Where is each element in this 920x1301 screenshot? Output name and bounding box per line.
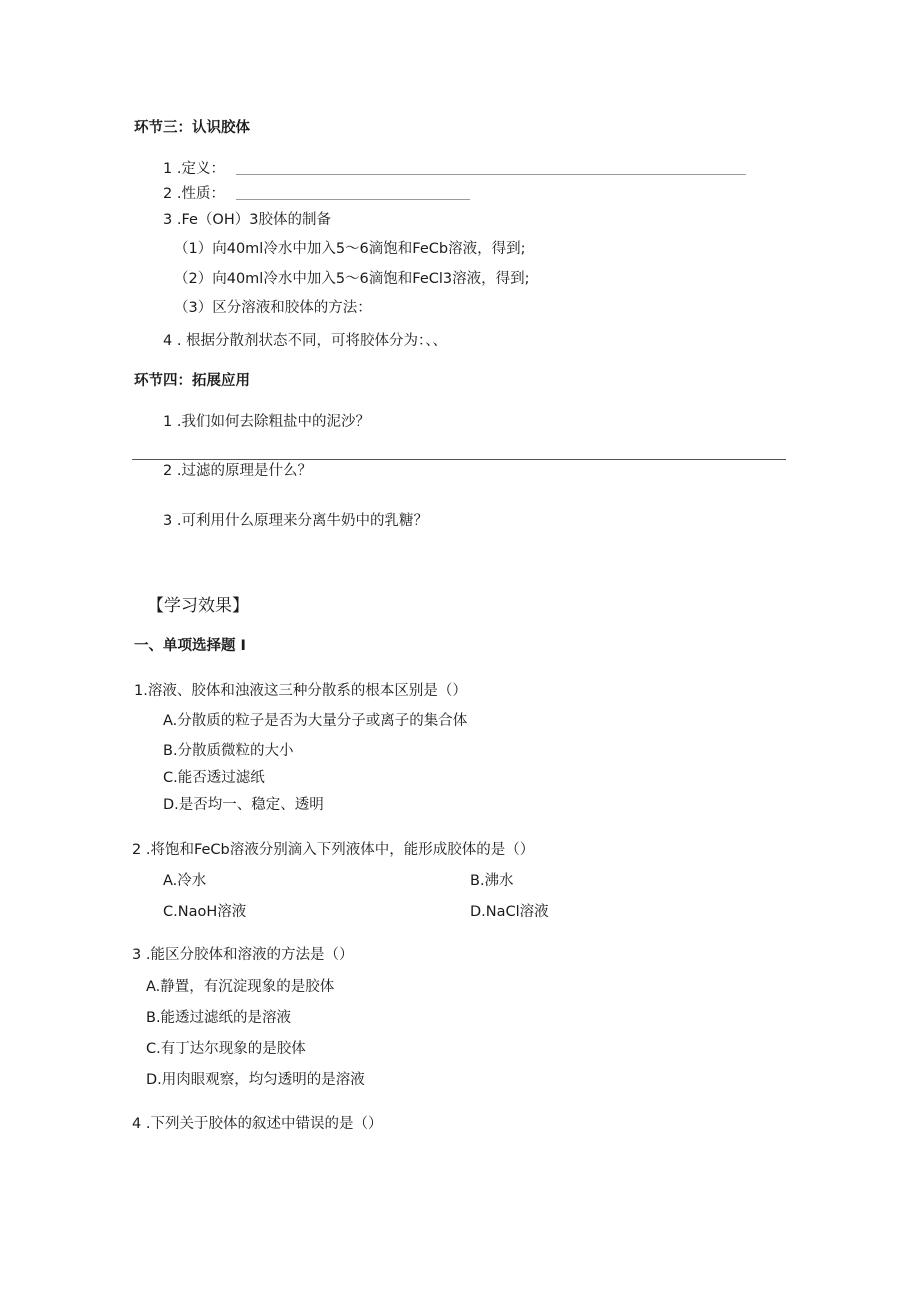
- property-label: 2 .性质：: [163, 186, 225, 202]
- question-3-stem: 3 .能区分胶体和溶液的方法是（）: [132, 947, 354, 963]
- question-2-stem: 2 .将饱和FeCb溶液分别滴入下列液体中，能形成胶体的是（）: [132, 842, 535, 858]
- question-2-option-a[interactable]: A.冷水: [163, 873, 207, 889]
- preparation-step-1: （1）向40ml冷水中加入5～6滴饱和FeCb溶液，得到;: [174, 241, 526, 257]
- single-choice-heading: 一、单项选择题 I: [134, 638, 246, 654]
- property-blank-line[interactable]: [236, 199, 470, 200]
- question-2-option-b[interactable]: B.沸水: [470, 873, 514, 889]
- definition-label: 1 .定义：: [163, 161, 225, 177]
- question-2-option-d[interactable]: D.NaCl溶液: [470, 904, 549, 920]
- question-4-stem: 4 .下列关于胶体的叙述中错误的是（）: [132, 1116, 383, 1132]
- extension-question-1: 1 .我们如何去除粗盐中的泥沙？: [163, 414, 370, 430]
- question-1-stem: 1.溶液、胶体和浊液这三种分散系的根本区别是（）: [134, 683, 467, 699]
- colloid-preparation-item: 3 .Fe（OH）3胶体的制备: [163, 212, 331, 228]
- colloid-classification-item: 4 . 根据分散剂状态不同，可将胶体分为：、、: [163, 333, 448, 349]
- question-2-option-c[interactable]: C.NaoH溶液: [163, 904, 247, 920]
- question-3-option-d[interactable]: D.用肉眼观察，均匀透明的是溶液: [146, 1072, 365, 1088]
- section4-heading: 环节四：拓展应用: [134, 373, 250, 389]
- extension-question-2: 2 .过滤的原理是什么？: [163, 463, 312, 479]
- question-3-option-c[interactable]: C.有丁达尔现象的是胶体: [146, 1041, 306, 1057]
- preparation-step-3: （3）区分溶液和胶体的方法：: [174, 300, 372, 316]
- question-3-option-a[interactable]: A.静置，有沉淀现象的是胶体: [146, 979, 335, 995]
- question-3-option-b[interactable]: B.能透过滤纸的是溶液: [146, 1010, 292, 1026]
- extension-question-3: 3 .可利用什么原理来分离牛奶中的乳糖？: [163, 513, 428, 529]
- definition-blank-line[interactable]: [236, 174, 746, 175]
- learning-effect-title: 【学习效果】: [147, 596, 249, 616]
- question-1-option-a[interactable]: A.分散质的粒子是否为大量分子或离子的集合体: [163, 713, 468, 729]
- question-1-option-c[interactable]: C.能否透过滤纸: [163, 770, 265, 786]
- question-1-option-b[interactable]: B.分散质微粒的大小: [163, 743, 294, 759]
- question-1-option-d[interactable]: D.是否均一、稳定、透明: [163, 797, 324, 813]
- preparation-step-2: （2）向40ml冷水中加入5～6滴饱和FeCl3溶液，得到;: [174, 271, 530, 287]
- section3-heading: 环节三：认识胶体: [134, 120, 250, 136]
- answer-blank-line[interactable]: [132, 459, 786, 460]
